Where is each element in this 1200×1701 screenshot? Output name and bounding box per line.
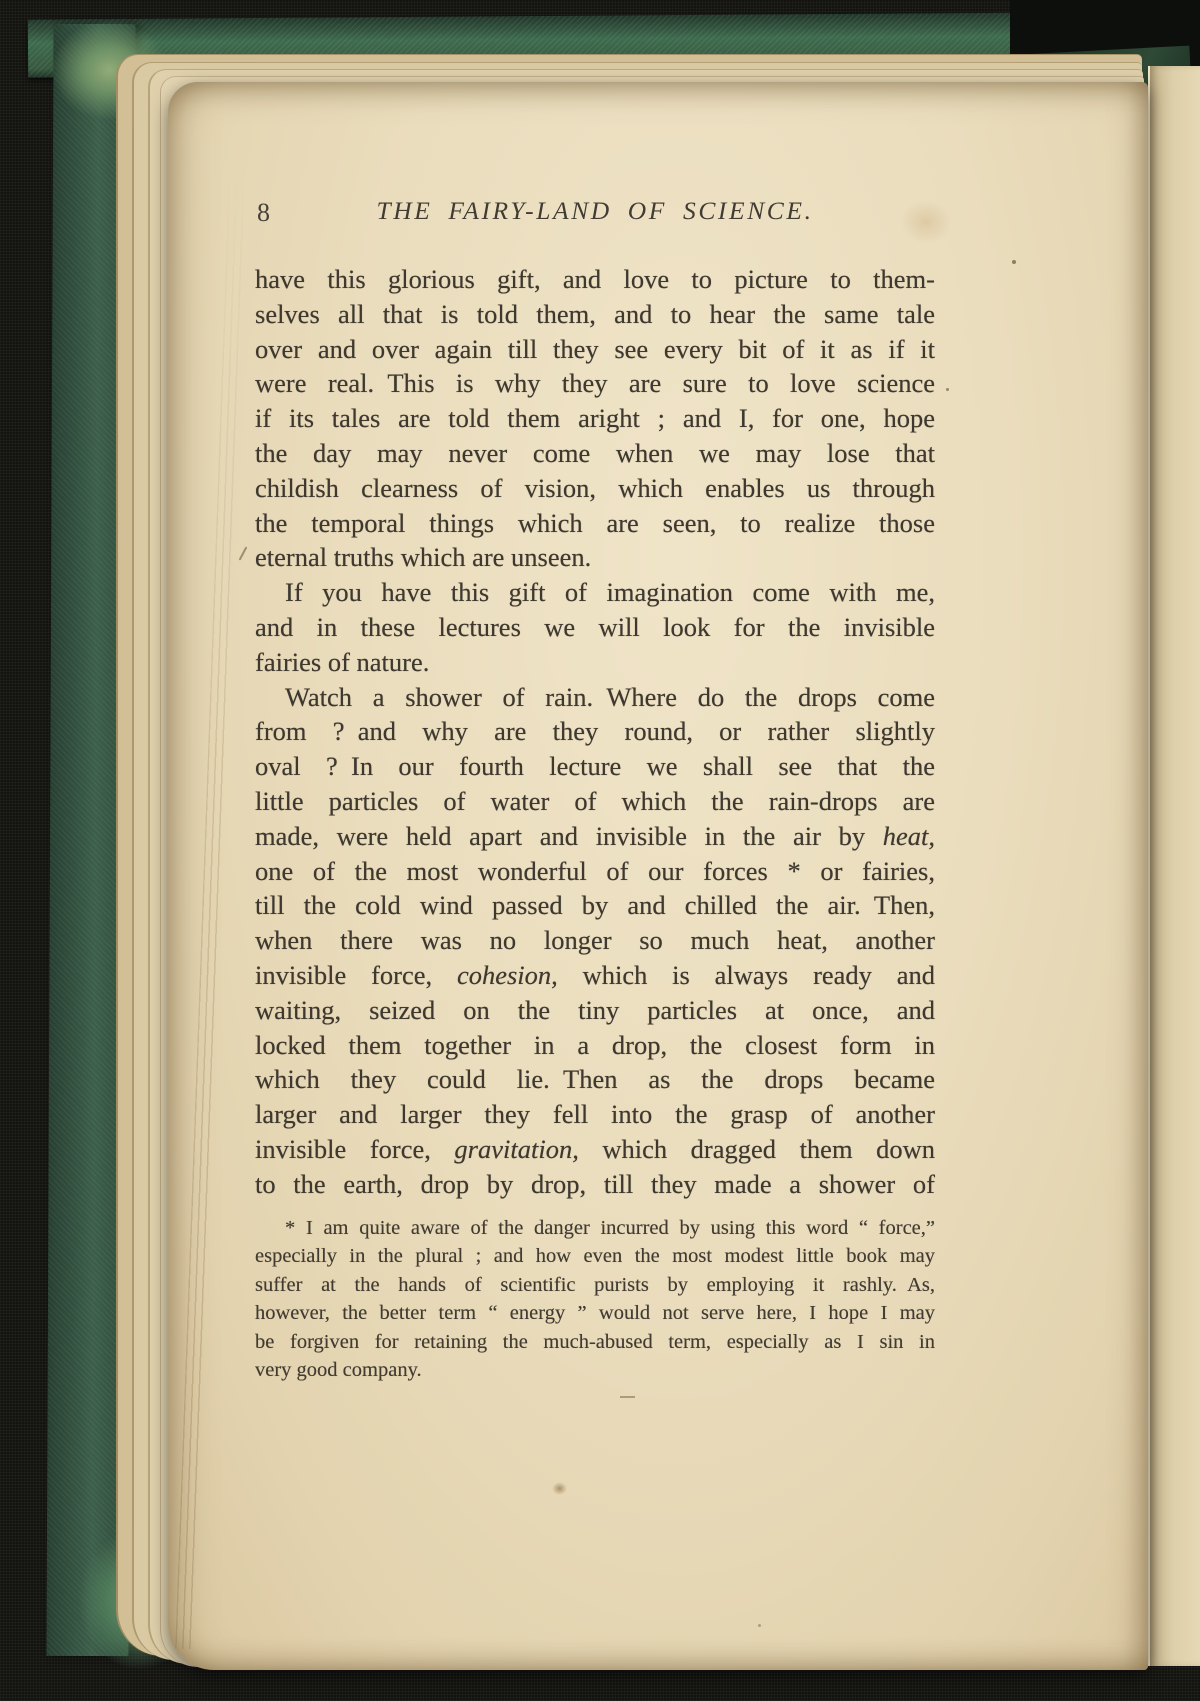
text-line: very good company. (255, 1358, 422, 1381)
running-head (255, 196, 935, 236)
text-line: till the cold wind passed by and chilled the air. Then, (255, 890, 935, 921)
text-line: made, were held apart and invisible in the air by heat, (255, 820, 935, 851)
text-line: the temporal things which are seen, to realize those (255, 507, 935, 538)
page-stain (552, 1482, 567, 1495)
text-line: over and over again till they see every bit of it as if it (255, 333, 935, 364)
text-line: one of the most wonderful of our forces * or fairies, (255, 855, 935, 886)
text-line: Watch a shower of rain. Where do the drops come (285, 681, 935, 712)
text-line: were real. This is why they are sure to love science (255, 368, 935, 399)
text-line: locked them together in a drop, the closest form in (255, 1029, 935, 1060)
text-line: from ? and why are they round, or rather slightly (255, 716, 935, 747)
small-ink-mark (620, 1396, 635, 1398)
page-speck (1012, 260, 1016, 264)
text-line: however, the better term “ energy ” would not serve here, I hope I may (255, 1302, 935, 1325)
text-line: invisible force, cohesion, which is always ready and (255, 959, 935, 990)
text-line: invisible force, gravitation, which dragged them down (255, 1133, 935, 1164)
text-line: be forgiven for retaining the much-abused term, especially as I sin in (255, 1330, 935, 1353)
page-number: 8 (257, 198, 271, 227)
text-line: when there was no longer so much heat, another (255, 925, 935, 956)
text-line: if its tales are told them aright ; and I, for one, hope (255, 403, 935, 434)
text-line: especially in the plural ; and how even the most modest little book may (255, 1245, 935, 1268)
text-line: waiting, seized on the tiny particles at once, and (255, 994, 935, 1025)
text-line: eternal truths which are unseen. (255, 542, 592, 573)
footnote-text (255, 1214, 935, 1384)
text-line: * I am quite aware of the danger incurred by using this word “ force,” (285, 1217, 935, 1239)
running-title: THE FAIRY-LAND OF SCIENCE. (376, 196, 814, 225)
body-text (255, 262, 935, 1202)
text-line: childish clearness of vision, which enables us through (255, 472, 935, 503)
facing-page-gutter (1148, 66, 1200, 1666)
page-speck (946, 388, 949, 391)
text-line: selves all that is told them, and to hear the same tale (255, 298, 935, 329)
text-line: fairies of nature. (255, 646, 430, 677)
text-line: suffer at the hands of scientific purists by employing it rashly. As, (255, 1273, 935, 1296)
text-line: If you have this gift of imagination come with me, (285, 577, 935, 608)
text-line: to the earth, drop by drop, till they made a shower of (255, 1168, 935, 1199)
text-line: oval ? In our fourth lecture we shall see that the (255, 751, 935, 782)
text-line: which they could lie. Then as the drops became (255, 1064, 935, 1095)
text-line: the day may never come when we may lose that (255, 437, 935, 468)
page-speck (758, 1624, 761, 1627)
text-line: little particles of water of which the rain-drops are (255, 785, 935, 816)
text-line: larger and larger they fell into the grasp of another (255, 1099, 935, 1130)
text-line: and in these lectures we will look for the invisible (255, 611, 935, 642)
text-line: have this glorious gift, and love to picture to them- (255, 264, 935, 294)
